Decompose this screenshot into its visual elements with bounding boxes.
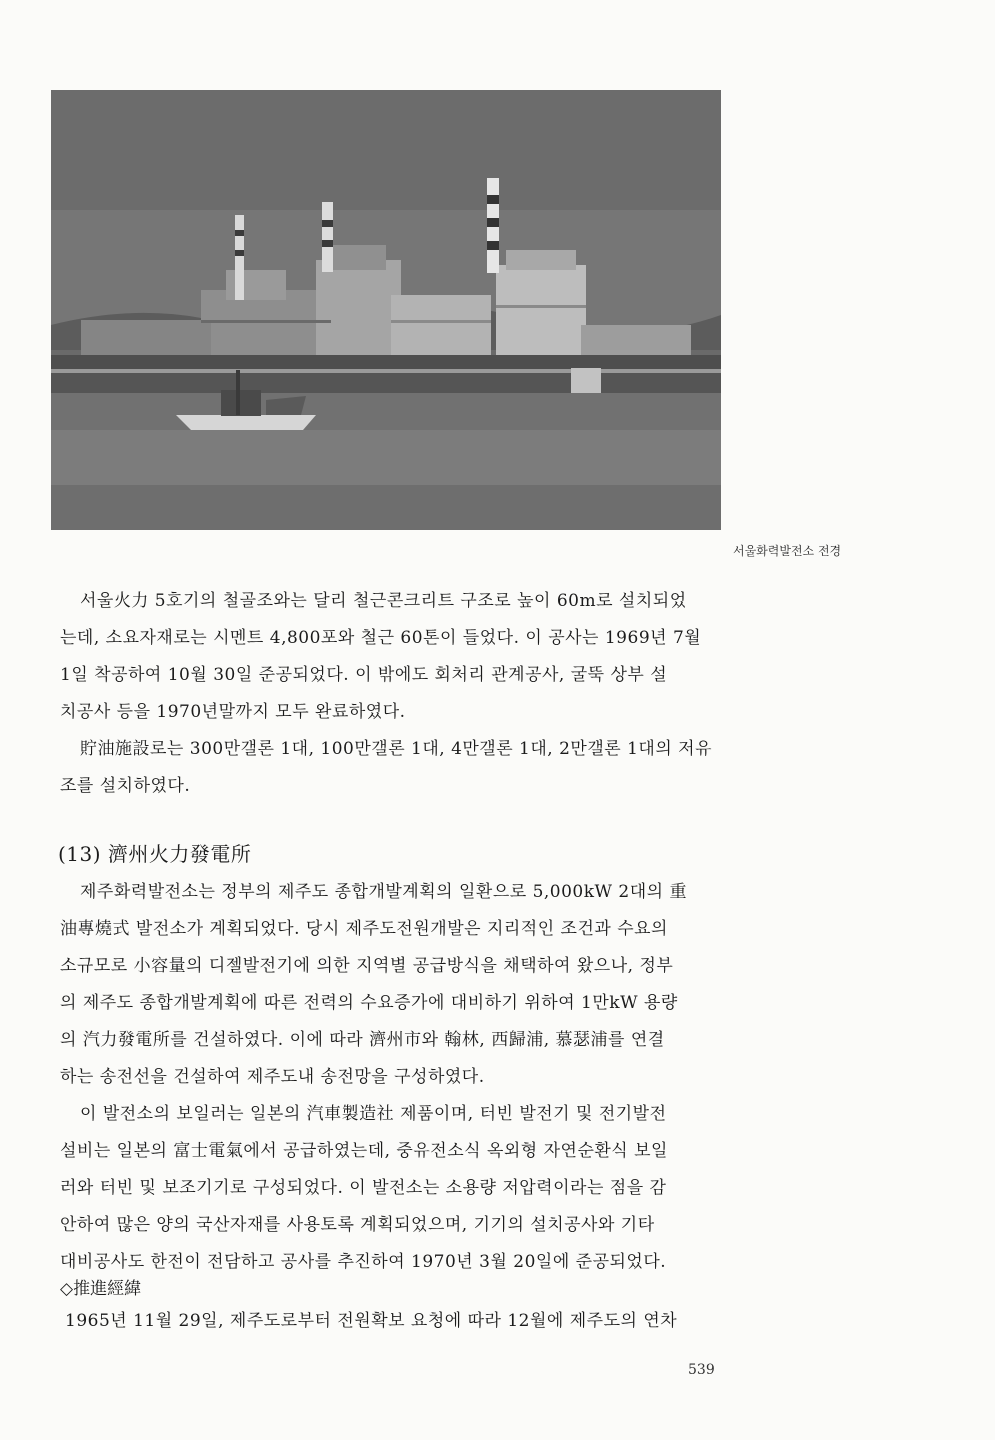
photo-caption: 서울화력발전소 전경 xyxy=(733,544,842,558)
text-line: 대비공사도 한전이 전담하고 공사를 추진하여 1970년 3월 20일에 준공되었다. xyxy=(60,1252,667,1272)
text-line: 설비는 일본의 富士電氣에서 공급하였는데, 중유전소식 옥외형 자연순환식 보일 xyxy=(60,1141,668,1161)
text-line: 는데, 소요자재로는 시멘트 4,800포와 철근 60톤이 들었다. 이 공사는 1969년 7월 xyxy=(60,628,702,648)
power-plant-photo xyxy=(51,90,721,530)
paragraph-chimney-construction xyxy=(60,583,720,731)
text-line: 러와 터빈 및 보조기기로 구성되었다. 이 발전소는 소용량 저압력이라는 점을 감 xyxy=(60,1178,667,1198)
text-line: 소규모로 小容量의 디젤발전기에 의한 지역별 공급방식을 채택하여 왔으나, 정부 xyxy=(60,956,674,976)
text-line: 의 汽力發電所를 건설하였다. 이에 따라 濟州市와 翰林, 西歸浦, 慕瑟浦를 연결 xyxy=(60,1030,665,1050)
text-line: 치공사 등을 1970년말까지 모두 완료하였다. xyxy=(60,702,406,722)
paragraph-jeju-plan xyxy=(60,874,720,1096)
text-line: 안하여 많은 양의 국산자재를 사용토록 계획되었으며, 기기의 설치공사와 기타 xyxy=(60,1215,655,1235)
paragraph-history xyxy=(60,1303,720,1340)
text-line: 의 제주도 종합개발계획에 따른 전력의 수요증가에 대비하기 위하여 1만kW 용량 xyxy=(60,993,678,1013)
text-line: 하는 송전선을 건설하여 제주도내 송전망을 구성하였다. xyxy=(60,1067,485,1087)
text-line: 이 발전소의 보일러는 일본의 汽車製造社 제품이며, 터빈 발전기 및 전기발전 xyxy=(80,1104,667,1124)
subheading-progress: ◇推進經緯 xyxy=(60,1279,142,1299)
text-line: 油專燒式 발전소가 계획되었다. 당시 제주도전원개발은 지리적인 조건과 수요의 xyxy=(60,919,668,939)
text-line: 조를 설치하였다. xyxy=(60,776,191,796)
page-number: 539 xyxy=(688,1362,715,1378)
text-line: 貯油施設로는 300만갤론 1대, 100만갤론 1대, 4만갤론 1대, 2만갤론 1대의 저유 xyxy=(80,739,712,759)
text-line: 1965년 11월 29일, 제주도로부터 전원확보 요청에 따라 12월에 제주도의 연차 xyxy=(65,1311,678,1331)
paragraph-boiler-equipment xyxy=(60,1096,720,1281)
text-line: 서울火力 5호기의 철골조와는 달리 철근콘크리트 구조로 높이 60m로 설치되었 xyxy=(80,591,687,611)
text-line: 1일 착공하여 10월 30일 준공되었다. 이 밖에도 회처리 관계공사, 굴뚝 상부 설 xyxy=(60,665,668,685)
section-heading: (13) 濟州火力發電所 xyxy=(58,842,252,866)
text-line: 제주화력발전소는 정부의 제주도 종합개발계획의 일환으로 5,000kW 2대의 重 xyxy=(80,882,687,902)
paragraph-oil-storage xyxy=(60,731,720,805)
